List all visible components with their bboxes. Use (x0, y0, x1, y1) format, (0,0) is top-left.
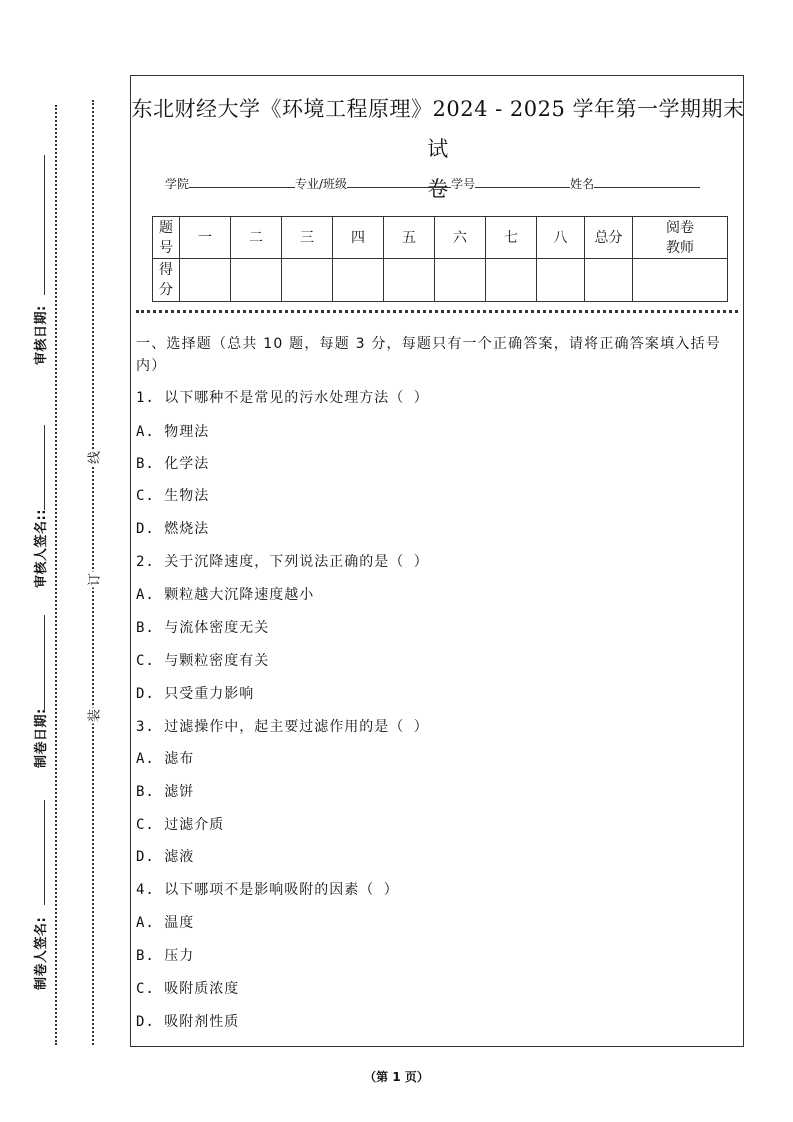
page-number: （第 1 页） (364, 1070, 429, 1084)
score-col-header: 三 (282, 217, 333, 259)
score-cell[interactable] (231, 259, 282, 302)
question-stem: 3. 过滤操作中，起主要过滤作用的是（ ） (136, 719, 429, 735)
made-date-label: 制卷日期: (34, 708, 49, 768)
question-option: C. 吸附质浓度 (136, 981, 240, 997)
bind-char: 订 (84, 572, 103, 588)
question-option: D. 滤液 (136, 849, 195, 865)
reviewer-sign-blank[interactable] (44, 425, 45, 510)
maker-sign-label: 制卷人签名: (34, 916, 49, 990)
student-id-label: 学号 (451, 177, 476, 191)
score-cell[interactable] (282, 259, 333, 302)
score-col-header: 二 (231, 217, 282, 259)
college-field[interactable] (189, 176, 295, 188)
question-option: A. 温度 (136, 915, 195, 931)
student-id-field[interactable] (475, 176, 570, 188)
score-col-header: 四 (333, 217, 384, 259)
question-option: B. 滤饼 (136, 784, 195, 800)
question-option: C. 生物法 (136, 488, 210, 504)
score-table-header-row (153, 217, 728, 259)
question-option: A. 颗粒越大沉降速度越小 (136, 587, 315, 603)
score-table-score-row (153, 259, 728, 302)
score-col-header: 六 (435, 217, 486, 259)
question-stem: 4. 以下哪项不是影响吸附的因素（ ） (136, 882, 399, 898)
question-option: A. 滤布 (136, 751, 195, 767)
question-stem: 1. 以下哪种不是常见的污水处理方法（ ） (136, 390, 429, 406)
question-option: D. 只受重力影响 (136, 686, 255, 702)
reviewer-cell[interactable] (633, 259, 728, 302)
question-no-label: 题号 (153, 217, 180, 259)
question-stem: 2. 关于沉降速度，下列说法正确的是（ ） (136, 554, 429, 570)
question-option: B. 化学法 (136, 456, 210, 472)
title-line-2: 卷 (427, 177, 449, 201)
score-cell[interactable] (435, 259, 486, 302)
total-score-header: 总分 (585, 217, 633, 259)
score-col-header: 七 (486, 217, 537, 259)
title-line-1: 东北财经大学《环境工程原理》2024 - 2025 学年第一学期期末试 (131, 97, 745, 161)
question-option: D. 燃烧法 (136, 521, 210, 537)
install-char: 装 (84, 708, 103, 724)
score-cell[interactable] (333, 259, 384, 302)
reviewer-sign-label: 审核人签名:: (34, 509, 49, 588)
maker-sign-blank[interactable] (44, 800, 45, 905)
review-date-blank[interactable] (44, 155, 45, 295)
name-field[interactable] (594, 176, 700, 188)
review-date-label: 审核日期: (34, 305, 49, 365)
line-char: 线 (84, 450, 103, 466)
question-option: B. 压力 (136, 948, 195, 964)
score-row-label: 得分 (153, 259, 180, 302)
total-score-cell[interactable] (585, 259, 633, 302)
major-label: 专业/班级 (295, 177, 348, 191)
question-option: D. 吸附剂性质 (136, 1014, 240, 1030)
score-cell[interactable] (180, 259, 231, 302)
score-col-header: 一 (180, 217, 231, 259)
score-cell[interactable] (537, 259, 585, 302)
outer-dotted-line (55, 105, 57, 1045)
major-field[interactable] (347, 176, 451, 188)
college-label: 学院 (165, 177, 190, 191)
made-date-blank[interactable] (44, 615, 45, 710)
question-option: B. 与流体密度无关 (136, 620, 270, 636)
dotted-separator (136, 310, 738, 313)
score-table (152, 216, 728, 302)
score-col-header: 五 (384, 217, 435, 259)
score-cell[interactable] (384, 259, 435, 302)
question-option: A. 物理法 (136, 424, 210, 440)
question-option: C. 与颗粒密度有关 (136, 653, 270, 669)
score-col-header: 八 (537, 217, 585, 259)
section-1-heading: 一、选择题（总共 10 题，每题 3 分，每题只有一个正确答案，请将正确答案填入括号内） (136, 336, 721, 374)
exam-frame (130, 75, 744, 1047)
name-label: 姓名 (570, 177, 595, 191)
question-option: C. 过滤介质 (136, 817, 225, 833)
student-info-line (165, 175, 700, 192)
reviewer-header: 阅卷教师 (633, 217, 728, 259)
score-cell[interactable] (486, 259, 537, 302)
